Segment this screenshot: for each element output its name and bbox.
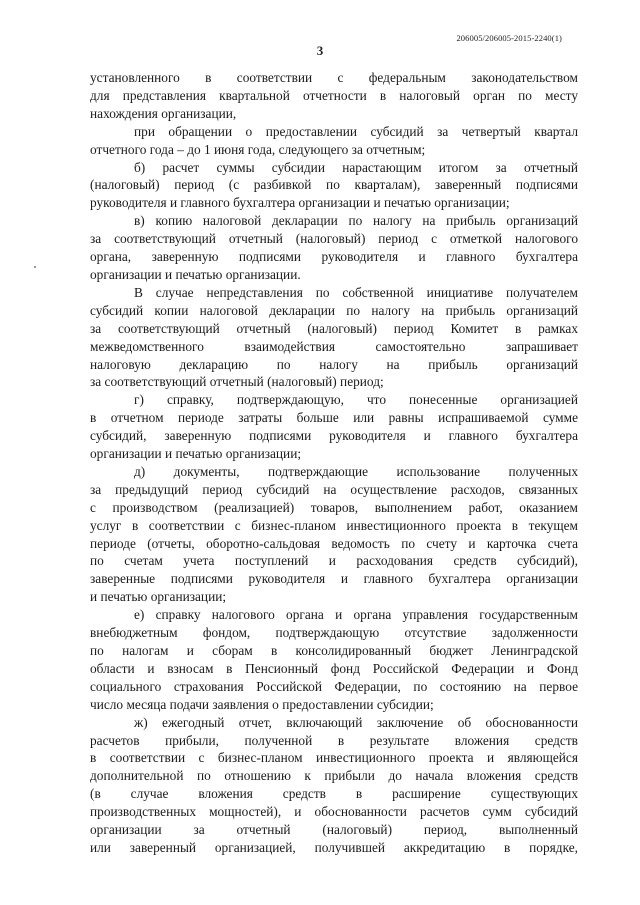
text-line: (налоговый) период (с разбивкой по кварталам), заверенный подписями <box>90 177 578 193</box>
text-line: по налогам и сборам в консолидированный бюджет Ленинградской <box>90 643 578 658</box>
text-line: налоговую декларацию по налогу на прибыль организаций <box>90 356 578 372</box>
text-line: за предыдущий период субсидий на осуществление расходов, связанных <box>90 481 578 497</box>
text-line: в отчетном периоде затраты больше или равны испрашиваемой сумме <box>90 410 578 426</box>
text-line: (в случае вложения средств в расширение существующих <box>90 786 578 802</box>
text-line: за соответствующий отчетный (налоговый) период с отметкой налогового <box>90 231 578 247</box>
text-line: расчетов прибыли, полученной в результате вложения средств <box>90 732 578 748</box>
text-line: е) справку налогового органа и органа управления государственным <box>134 607 578 623</box>
text-line: по счетам учета поступлений и расходования средств субсидий), <box>90 553 578 569</box>
text-line: для представления квартальной отчетности в налоговый орган по месту <box>90 87 578 103</box>
text-line: отчетного года – до 1 июня года, следующего за отчетным; <box>90 141 426 157</box>
text-line: социального страхования Российской Федерации, по состоянию на первое <box>90 678 578 694</box>
text-line: в) копию налоговой декларации по налогу на прибыль организаций <box>134 213 578 229</box>
text-line: субсидий, заверенную подписями руководителя и главного бухгалтера <box>90 428 578 444</box>
text-line: производственных мощностей), и обоснованности расчетов сумм субсидий <box>90 804 578 820</box>
text-line: б) расчет суммы субсидии нарастающим итогом за отчетный <box>134 159 578 175</box>
text-line: д) документы, подтверждающие использование полученных <box>134 463 578 479</box>
text-line: в соответствии с бизнес-планом инвестиционного проекта и являющейся <box>90 750 578 766</box>
text-line: внебюджетным фондом, подтверждающую отсутствие задолженности <box>90 625 578 641</box>
margin-mark <box>34 266 36 268</box>
text-line: В случае непредставления по собственной инициативе получателем <box>134 284 578 300</box>
text-line: органа, заверенную подписями руководителя и главного бухгалтера <box>90 249 578 265</box>
text-line: и печатью организации; <box>90 589 227 605</box>
text-line: организации за отчетный (налоговый) период, выполненный <box>90 822 578 838</box>
text-line: субсидий копии налоговой декларации по налогу на прибыль организаций <box>90 302 578 318</box>
text-line: нахождения организации, <box>90 105 237 121</box>
text-line: услуг в соответствии с бизнес-планом инвестиционного проекта в текущем <box>90 517 578 533</box>
body-text <box>90 69 578 857</box>
text-line: за соответствующий отчетный (налоговый) период Комитет в рамках <box>90 320 578 336</box>
text-line: число месяца подачи заявления о предоставлении субсидии; <box>90 696 434 712</box>
text-line: области и взносам в Пенсионный фонд Российской Федерации и Фонд <box>90 660 578 676</box>
text-line: организации и печатью организации; <box>90 446 302 462</box>
text-line: г) справку, подтверждающую, что понесенные организацией <box>134 392 578 408</box>
text-line: ж) ежегодный отчет, включающий заключение об обоснованности <box>134 714 578 730</box>
text-line: дополнительной по отношению к прибыли до начала вложения средств <box>90 768 578 784</box>
text-line: или заверенный организацией, получившей аккредитацию в порядке, <box>90 839 578 855</box>
text-line: периоде (отчеты, оборотно-сальдовая ведомость по счету и карточка счета <box>90 535 578 551</box>
text-line: организации и печатью организации. <box>90 266 301 282</box>
text-line: с производством (реализацией) товаров, выполнением работ, оказанием <box>90 499 578 515</box>
text-line: установленного в соответствии с федеральным законодательством <box>90 70 578 85</box>
text-line: руководителя и главного бухгалтера организации и печатью организации; <box>90 195 510 211</box>
text-line: заверенные подписями руководителя и главного бухгалтера организации <box>90 571 578 587</box>
text-line: межведомственного взаимодействия самостоятельно запрашивает <box>90 338 578 354</box>
text-line: за соответствующий отчетный (налоговый) период; <box>90 374 384 390</box>
document-code: 206005/206005-2015-2240(1) <box>456 33 562 43</box>
text-line: при обращении о предоставлении субсидий за четвертый квартал <box>134 123 578 139</box>
page-number: 3 <box>316 43 324 58</box>
